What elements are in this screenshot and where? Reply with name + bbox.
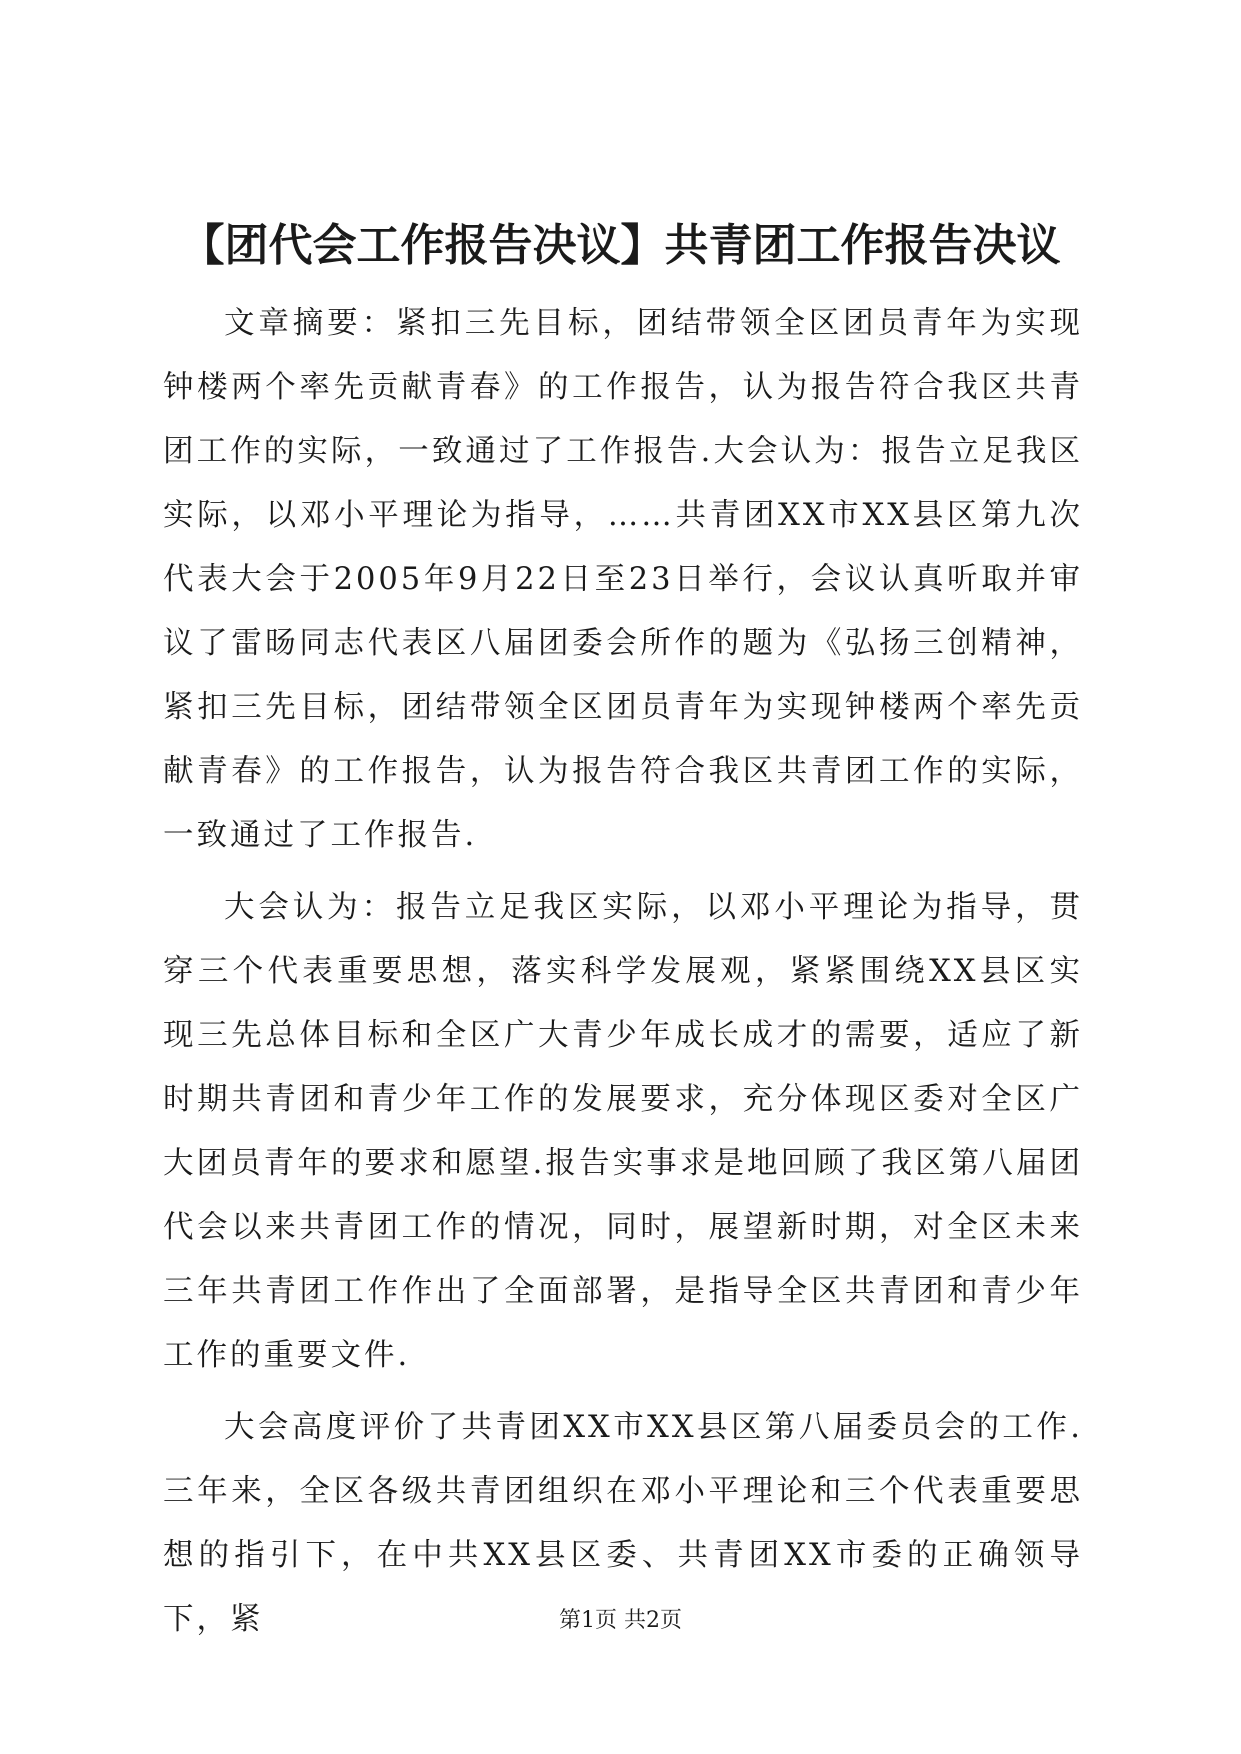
document-title: 【团代会工作报告决议】共青团工作报告决议	[180, 220, 1061, 271]
body-paragraph: 大会认为：报告立足我区实际，以邓小平理论为指导，贯穿三个代表重要思想，落实科学发展观，紧紧围绕XX县区实现三先总体目标和全区广大青少年成长成才的需要，适应了新时期共青团和青少年工作的发展要求，充分体现区委对全区广大团员青年的要求和愿望.报告实事求是地回顾了我区第八届团代会以来共青团工作的情况，同时，展望新时期，对全区未来三年共青团工作作出了全面部署，是指导全区共青团和青少年工作的重要文件.	[163, 890, 1083, 1373]
page-number: 第1页 共2页	[559, 1608, 682, 1633]
body-paragraph: 大会高度评价了共青团XX市XX县区第八届委员会的工作.三年来，全区各级共青团组织在邓小平理论和三个代表重要思想的指引下，在中共XX县区委、共青团XX市委的正确领导下，紧	[163, 1410, 1083, 1637]
body-paragraph: 文章摘要：紧扣三先目标，团结带领全区团员青年为实现钟楼两个率先贡献青春》的工作报告，认为报告符合我区共青团工作的实际，一致通过了工作报告.大会认为：报告立足我区实际，以邓小平理论为指导，……共青团XX市XX县区第九次代表大会于2005年9月22日至23日举行，会议认真听取并审议了雷旸同志代表区八届团委会所作的题为《弘扬三创精神，紧扣三先目标，团结带领全区团员青年为实现钟楼两个率先贡献青春》的工作报告，认为报告符合我区共青团工作的实际，一致通过了工作报告.	[163, 306, 1083, 853]
document-body	[163, 292, 1083, 1660]
